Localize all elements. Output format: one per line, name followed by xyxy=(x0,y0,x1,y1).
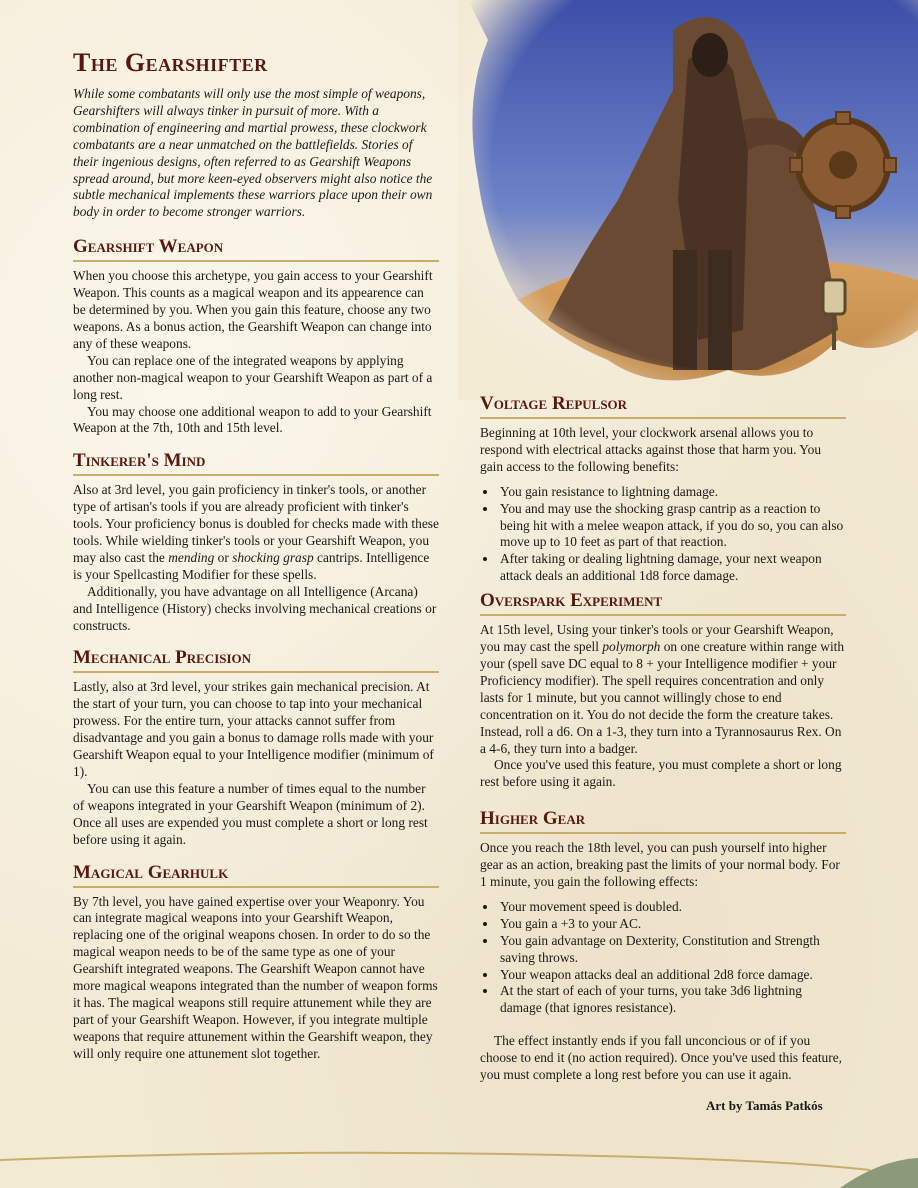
section-heading: Gearshift Weapon xyxy=(73,235,439,262)
list-item: • You and may use the shocking grasp cantrip as a reaction to being hit with a melee weapon attack, if you do so, you can also move up to 10 feet as part of that reaction. xyxy=(498,501,846,552)
art-credit: Art by Tamás Patkós xyxy=(706,1098,823,1113)
right-column xyxy=(480,392,846,1096)
left-column xyxy=(73,48,439,1075)
section-heading: Voltage Repulsor xyxy=(480,392,846,419)
list-item: • Your weapon attacks deal an additional 2d8 force damage. xyxy=(498,967,846,984)
section-heading: Higher Gear xyxy=(480,807,846,834)
section-overspark-experiment xyxy=(480,589,846,791)
spell-name: polymorph xyxy=(602,639,661,655)
list-item: • After taking or dealing lightning damage, your next weapon attack deals an additional 1d8 force damage. xyxy=(498,551,846,585)
section-higher-gear xyxy=(480,807,846,1084)
paragraph: Beginning at 10th level, your clockwork arsenal allows you to respond with electrical attacks against those that harm you. You gain access to the following benefits: xyxy=(480,425,822,474)
list-item: • You gain advantage on Dexterity, Constitution and Strength saving throws. xyxy=(498,933,846,967)
list-item: • You gain a +3 to your AC. xyxy=(498,916,846,933)
paragraph: At 15th level, Using your tinker's tools or your Gearshift Weapon, you may cast the spell polymorph on one creature within range with your (spell save DC equal to 8 + your Intelligence modifier + your Proficiency modifier). The spell requires concentration and only lasts for 1 minute, but you cannot willingly chose to end concentration on it. You do not decide the form the creature takes. Instead, roll a d6. On a 1-3, they turn into a Tyrannosaurus Rex. On a 4-6, they turn into a badger. xyxy=(480,622,845,756)
paragraph: You can replace one of the integrated weapons by applying another non-magical weapon to your Gearshift Weapon as part of a long rest. xyxy=(73,352,433,402)
section-heading: Tinkerer's Mind xyxy=(73,449,439,476)
list-item: • Your movement speed is doubled. xyxy=(498,899,846,916)
paragraph: Once you've used this feature, you must complete a short or long rest before using it again. xyxy=(480,757,842,790)
spell-name: mending xyxy=(168,549,215,565)
list-item: • At the start of each of your turns, you take 3d6 lightning damage (that ignores resistance). xyxy=(498,983,846,1017)
section-heading: Overspark Experiment xyxy=(480,589,846,616)
page-title: The Gearshifter xyxy=(73,48,268,77)
section-voltage-repulsor xyxy=(480,392,846,585)
paragraph: By 7th level, you have gained expertise over your Weaponry. You can integrate magical weapons into your Gearshift Weapon, replacing one of the original weapons chosen. In order to do so the magical weapon needs to be of the same type as one of your Gearshift integrated weapons. The Gearshift Weapon cannot have more magical weapons integrated than the number of weapon forms it has. The magical weapons still require attunement while they are part of your Gearshift Weapon. However, if you integrate multiple weapons that require attunement within the Gearshift weapon, they will only require one attunement slot together. xyxy=(73,893,438,1061)
bullet-list xyxy=(480,484,846,585)
section-heading: Magical Gearhulk xyxy=(73,861,439,888)
paragraph: Once you reach the 18th level, you can push yourself into higher gear as an action, breaking past the limits of your normal body. For 1 minute, you gain the following effects: xyxy=(480,840,840,890)
paragraph: The effect instantly ends if you fall unconcious or of if you choose to end it (no action required). Once you've used this feature, you must complete a long rest before you can use it again. xyxy=(480,1033,842,1083)
paragraph: When you choose this archetype, you gain access to your Gearshift Weapon. This counts as a magical weapon and its appearence can be determined by you. When you gain this feature, choose any two weapons. As a bonus action, the Gearshift Weapon can change into any of these weapons. xyxy=(73,268,433,351)
paragraph: You may choose one additional weapon to add to your Gearshift Weapon at the 7th, 10th and 15th level. xyxy=(73,403,432,436)
paragraph: You can use this feature a number of times equal to the number of weapons integrated in your Gearshift Weapon (minimum of 2). Once all uses are expended you must complete a short or long rest before using it again. xyxy=(73,780,428,847)
section-mechanical-precision xyxy=(73,646,439,848)
paragraph: Also at 3rd level, you gain proficiency in tinker's tools, or another type of artisan's tools if you are already proficient with tinker's tools. Your proficiency bonus is doubled for checks made with these tools. While wielding tinker's tools or your Gearshift Weapon, you may also cast the mending or shocking grasp cantrips. Intelligence is your Spellcasting Modifier for these spells. xyxy=(73,482,439,582)
spell-name: shocking grasp xyxy=(232,549,314,565)
section-gearshift-weapon xyxy=(73,235,439,437)
paragraph: Lastly, also at 3rd level, your strikes gain mechanical precision. At the start of your turn, you can choose to tap into your mechanical prowess. For the entire turn, your attacks cannot suffer from disadvantage and you gain a bonus to damage rolls made with your Gearshift Weapon equal to your Intelligence modifier (minimum of 1). xyxy=(73,679,434,779)
paragraph: Additionally, you have advantage on all Intelligence (Arcana) and Intelligence (History) checks involving mechanical creations or constructs. xyxy=(73,583,437,633)
bullet-list xyxy=(480,899,846,1017)
section-magical-gearhulk xyxy=(73,861,439,1063)
intro-text: While some combatants will only use the most simple of weapons, Gearshifters will always tinker in pursuit of more. With a combination of engineering and martial prowess, these clockwork combatants are a near unmatched on the battlefields. Stories of their ingenious designs, often referred to as Gearshift Weapons spread around, but more keen-eyed observers might also notice the subtle mechanical implements these warriors place upon their own body in order to become stronger warriors. xyxy=(73,86,433,220)
section-tinkerers-mind xyxy=(73,449,439,634)
page-footer-decoration xyxy=(0,1130,918,1188)
gearshifter-illustration xyxy=(458,0,918,400)
section-heading: Mechanical Precision xyxy=(73,646,439,673)
list-item: • You gain resistance to lightning damage. xyxy=(498,484,846,501)
